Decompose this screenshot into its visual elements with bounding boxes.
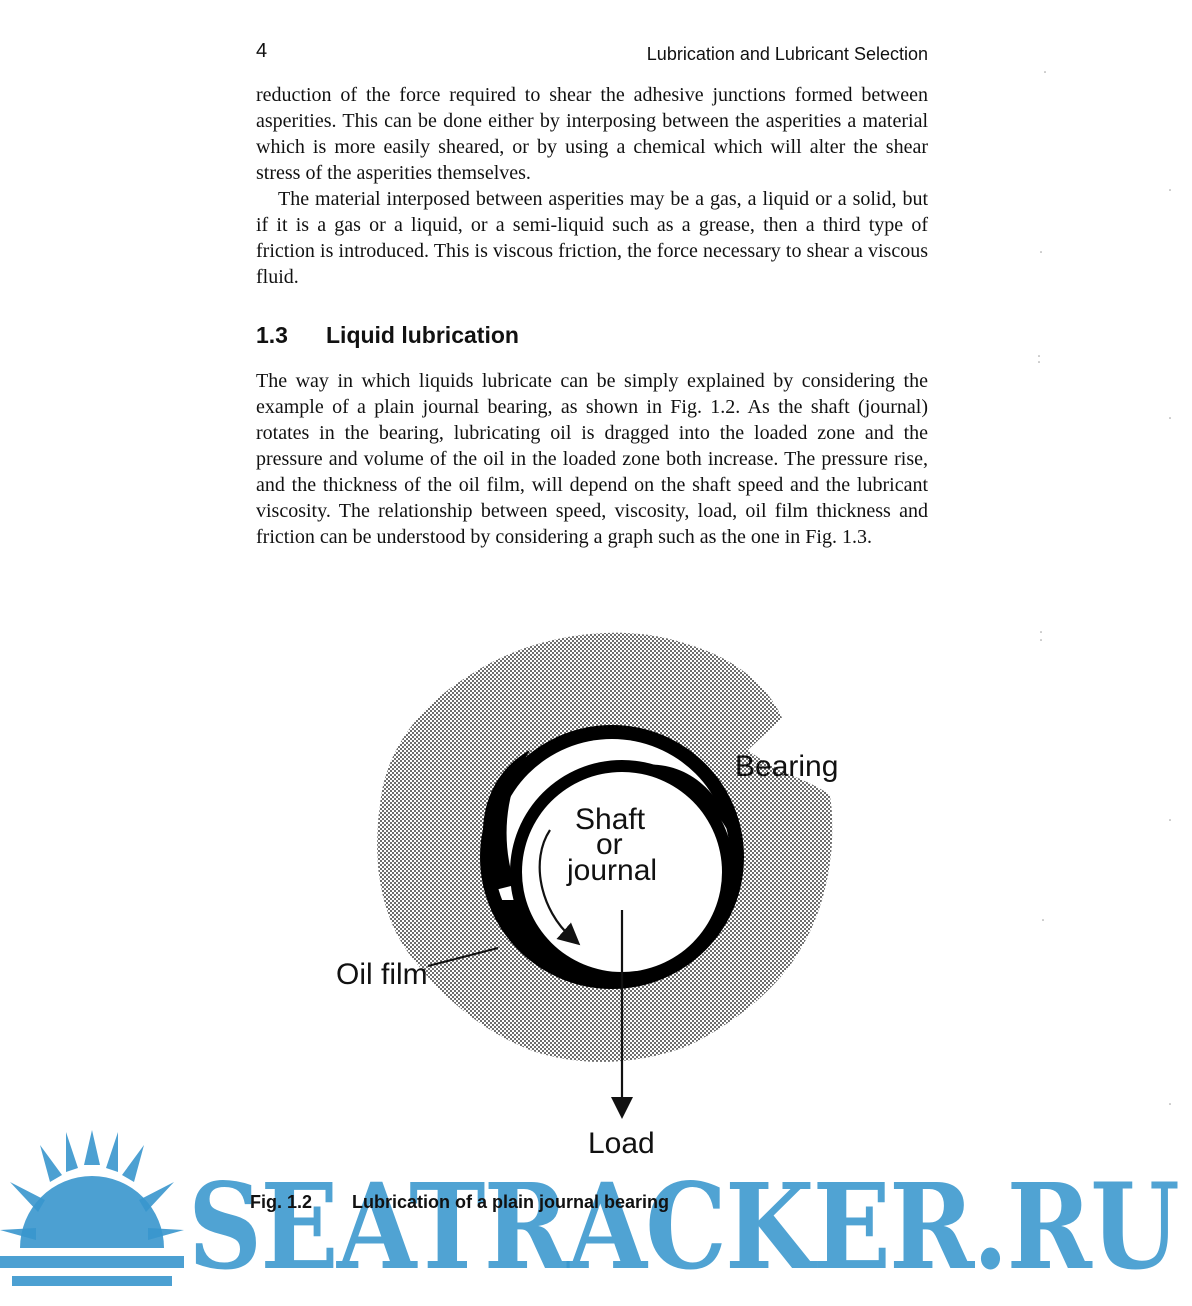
figure-caption-text: Lubrication of a plain journal bearing [352, 1192, 670, 1212]
paragraph-2: The material interposed between asperities may be a gas, a liquid or a solid, but if it is a gas or a liquid, or a semi-liquid such as a grease, then a third type of friction is introduced. This is viscous friction, the force necessary to shear a viscous fluid. [256, 188, 928, 288]
label-oil-film: Oil film [336, 958, 428, 991]
watermark-text: SEATRACKER.RU [188, 1157, 1179, 1296]
label-journal: journal [567, 854, 658, 887]
section-title: Liquid lubrication [326, 322, 519, 348]
page-number: 4 [256, 40, 268, 62]
scan-marks [1035, 60, 1175, 1160]
section-number: 1.3 [256, 322, 288, 348]
label-bearing: Bearing [735, 750, 839, 783]
paragraph-1: reduction of the force required to shear the adhesive junctions formed between asperities. This can be done either by interposing between the asperities a material which is more easily sheared, or by using a chemical which will alter the shear stress of the asperities themselves. [256, 84, 928, 184]
section-heading [256, 322, 519, 349]
paragraph-3: The way in which liquids lubricate can be simply explained by considering the example of a plain journal bearing, as shown in Fig. 1.2. As the shaft (journal) rotates in the bearing, lubricating oil is dragged into the loaded zone and the pressure and volume of the oil in the loaded zone both increase. The pressure rise, and the thickness of the oil film, will depend on the shaft speed and the lubricant viscosity. The relationship between speed, viscosity, load, oil film thickness and friction can be understood by considering a graph such as the one in Fig. 1.3. [256, 370, 928, 548]
journal-bearing-figure [0, 600, 1192, 1180]
label-load: Load [588, 1127, 655, 1160]
figure-caption-number: Fig. 1.2 [250, 1192, 313, 1212]
label-or: or [596, 828, 623, 861]
figure-caption [250, 1192, 669, 1213]
label-shaft: Shaft [575, 803, 646, 836]
running-header: Lubrication and Lubricant Selection [646, 44, 928, 64]
